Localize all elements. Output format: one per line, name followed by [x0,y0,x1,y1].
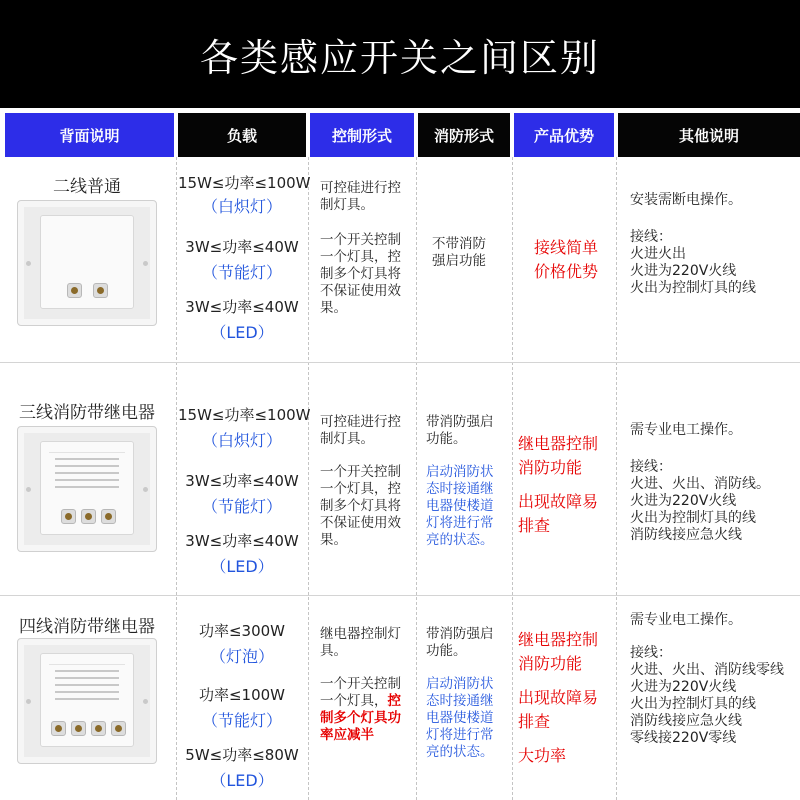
fire-note: 启动消防状态时接通继电器使楼道灯将进行常亮的状态。 [426,464,494,548]
fire-form: 带消防强启功能。 [426,414,494,447]
page-title: 各类感应开关之间区别 [199,35,600,80]
fire-note: 启动消防状态时接通继电器使楼道灯将进行常亮的状态。 [426,676,494,760]
control-main: 可控硅进行控制灯具。 [320,414,401,447]
advantage: 继电器控制 消防功能 出现故障易 排查 [518,434,599,535]
other-notes: 需专业电工操作。 接线： 火进、火出、消防线零线 火进为220V火线 火出为控制灯具的线 消防线接应急火线 零线接220V零线 [630,612,784,746]
fire-form: 带消防强启功能。 [426,626,494,659]
header-fire-form: 消防形式 [418,113,510,157]
control-note: 一个开关控制一个灯具，控制多个灯具将不保证使用效果。 [320,464,401,548]
load-power: 15W≤功率≤100W [178,406,311,424]
load-type: （LED） [210,557,274,576]
header-advantage: 产品优势 [514,113,614,157]
load-type: （白炽灯） [201,431,282,450]
row-name: 三线消防带继电器 [19,403,155,423]
load-type: （LED） [210,323,274,342]
control-note: 一个开关控制一个灯具，控制多个灯具将不保证使用效果。 [320,232,401,316]
header-back-description: 背面说明 [5,113,174,157]
two-wire-switch-back-photo [17,200,157,326]
load-power: 3W≤功率≤40W [185,532,299,550]
load-power: 3W≤功率≤40W [185,298,299,316]
control-main: 继电器控制灯具。 [320,626,401,659]
load-power: 功率≤300W [198,622,286,640]
load-type: （节能灯） [201,497,282,516]
control-main: 可控硅进行控制灯具。 [320,180,401,213]
other-notes: 需专业电工操作。 接线： 火进、火出、消防线。 火进为220V火线 火出为控制灯具的线 消防线接应急火线 [630,422,770,543]
control-note: 一个开关控制一个灯具，控制多个灯具功率应减半 [320,676,401,743]
load-power: 15W≤功率≤100W [178,174,311,192]
load-type: （灯泡） [209,647,274,666]
load-power: 功率≤100W [198,686,286,704]
title-banner [0,0,800,108]
header-control-form: 控制形式 [310,113,414,157]
load-power: 3W≤功率≤40W [185,238,299,256]
load-type: （LED） [210,771,274,790]
fire-form: 不带消防强启功能 [432,236,486,269]
comparison-table [0,108,800,800]
other-notes: 安装需断电操作。 接线： 火进火出 火进为220V火线 火出为控制灯具的线 [630,192,756,296]
four-wire-relay-switch-back-photo [17,638,157,764]
three-wire-relay-switch-back-photo [17,426,157,552]
row-name: 四线消防带继电器 [19,617,155,637]
header-load: 负载 [178,113,306,157]
advantage: 接线简单 价格优势 [533,238,598,281]
load-type: （节能灯） [201,263,282,282]
header-other-notes: 其他说明 [618,113,800,157]
load-power: 5W≤功率≤80W [185,746,299,764]
load-power: 3W≤功率≤40W [185,472,299,490]
advantage: 继电器控制 消防功能 出现故障易 排查 大功率 [518,630,599,765]
row-name: 二线普通 [53,177,121,197]
load-type: （节能灯） [201,711,282,730]
load-type: （白炽灯） [201,197,282,216]
